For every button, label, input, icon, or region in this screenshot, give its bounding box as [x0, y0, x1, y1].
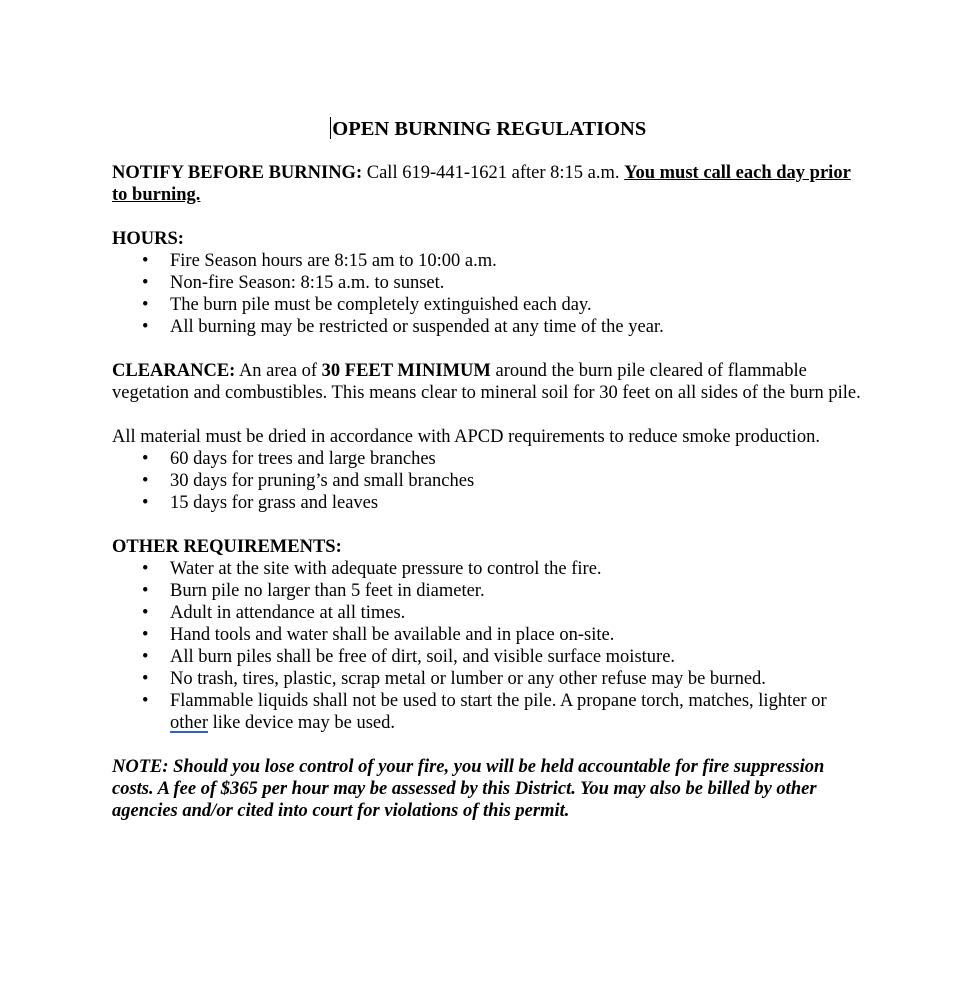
bullet-icon: •	[142, 493, 149, 513]
list-item-text: Flammable liquids shall not be used to start the pile. A propane torch, matches, lighter or	[170, 691, 827, 711]
list-item	[112, 668, 864, 690]
list-item-text: No trash, tires, plastic, scrap metal or lumber or any other refuse may be burned.	[170, 669, 766, 689]
bullet-icon: •	[142, 625, 149, 645]
notify-text: Call 619-441-1621 after 8:15 a.m.	[362, 163, 625, 183]
list-item-text: All burn piles shall be free of dirt, soil, and visible surface moisture.	[170, 647, 676, 667]
document-title	[112, 116, 864, 142]
notify-paragraph	[112, 162, 864, 206]
list-item-text: like device may be used.	[208, 713, 396, 733]
notify-label: NOTIFY BEFORE BURNING:	[112, 163, 363, 183]
list-item-text: Water at the site with adequate pressure to control the fire.	[170, 559, 602, 579]
list-item	[112, 492, 864, 514]
other-heading: OTHER REQUIREMENTS:	[112, 537, 342, 557]
clearance-emphasis: 30 FEET MINIMUM	[321, 361, 491, 381]
bullet-icon: •	[142, 251, 149, 271]
note-paragraph: NOTE: Should you lose control of your fire, you will be held accountable for fire suppression costs. A fee of $365 per hour may be assessed by this District. You may also be billed by other agencies and/or cited into court for violations of this permit.	[112, 757, 825, 821]
bullet-icon: •	[142, 317, 149, 337]
bullet-icon: •	[142, 691, 149, 711]
hours-heading: HOURS:	[112, 229, 184, 249]
bullet-icon: •	[142, 559, 149, 579]
list-item-text: 60 days for trees and large branches	[170, 449, 436, 469]
list-item	[112, 558, 864, 580]
bullet-icon: •	[142, 273, 149, 293]
hours-list	[112, 250, 864, 338]
list-item	[112, 580, 864, 602]
list-item	[112, 646, 864, 668]
bullet-icon: •	[142, 295, 149, 315]
clearance-label: CLEARANCE:	[112, 361, 236, 381]
list-item-text: The burn pile must be completely extinguished each day.	[170, 295, 592, 315]
list-item-text: 15 days for grass and leaves	[170, 493, 379, 513]
list-item	[112, 272, 864, 294]
list-item-text: Adult in attendance at all times.	[170, 603, 406, 623]
clearance-text-before: An area of	[235, 361, 322, 381]
list-item	[112, 624, 864, 646]
list-item	[112, 316, 864, 338]
other-list	[112, 558, 864, 734]
bullet-icon: •	[142, 471, 149, 491]
hours-section	[112, 228, 864, 338]
list-item-text: Burn pile no larger than 5 feet in diameter.	[170, 581, 485, 601]
bullet-icon: •	[142, 603, 149, 623]
clearance-text-after: around the burn pile cleared of flammable vegetation and combustibles. This means clear to mineral soil for 30 feet on all sides of the burn pile.	[112, 361, 861, 403]
title-text: OPEN BURNING REGULATIONS	[332, 118, 647, 140]
list-item	[112, 250, 864, 272]
bullet-icon: •	[142, 647, 149, 667]
list-item	[112, 470, 864, 492]
spellcheck-flagged-word[interactable]: other	[170, 713, 209, 733]
bullet-icon: •	[142, 449, 149, 469]
list-item-text: Non-fire Season: 8:15 a.m. to sunset.	[170, 273, 445, 293]
material-list	[112, 448, 864, 514]
notify-emphasis: You must call each day prior to burning.	[112, 163, 851, 205]
material-intro: All material must be dried in accordance with APCD requirements to reduce smoke production.	[112, 427, 820, 447]
document-page	[112, 116, 864, 822]
list-item	[112, 690, 864, 734]
bullet-icon: •	[142, 669, 149, 689]
other-requirements-section	[112, 536, 864, 734]
list-item-text: All burning may be restricted or suspended at any time of the year.	[170, 317, 664, 337]
list-item	[112, 294, 864, 316]
clearance-paragraph	[112, 360, 864, 404]
list-item-text: Hand tools and water shall be available and in place on-site.	[170, 625, 615, 645]
list-item	[112, 448, 864, 470]
list-item	[112, 602, 864, 624]
list-item-text: 30 days for pruning’s and small branches	[170, 471, 475, 491]
bullet-icon: •	[142, 581, 149, 601]
material-section	[112, 426, 864, 514]
list-item-text: Fire Season hours are 8:15 am to 10:00 a.m.	[170, 251, 497, 271]
